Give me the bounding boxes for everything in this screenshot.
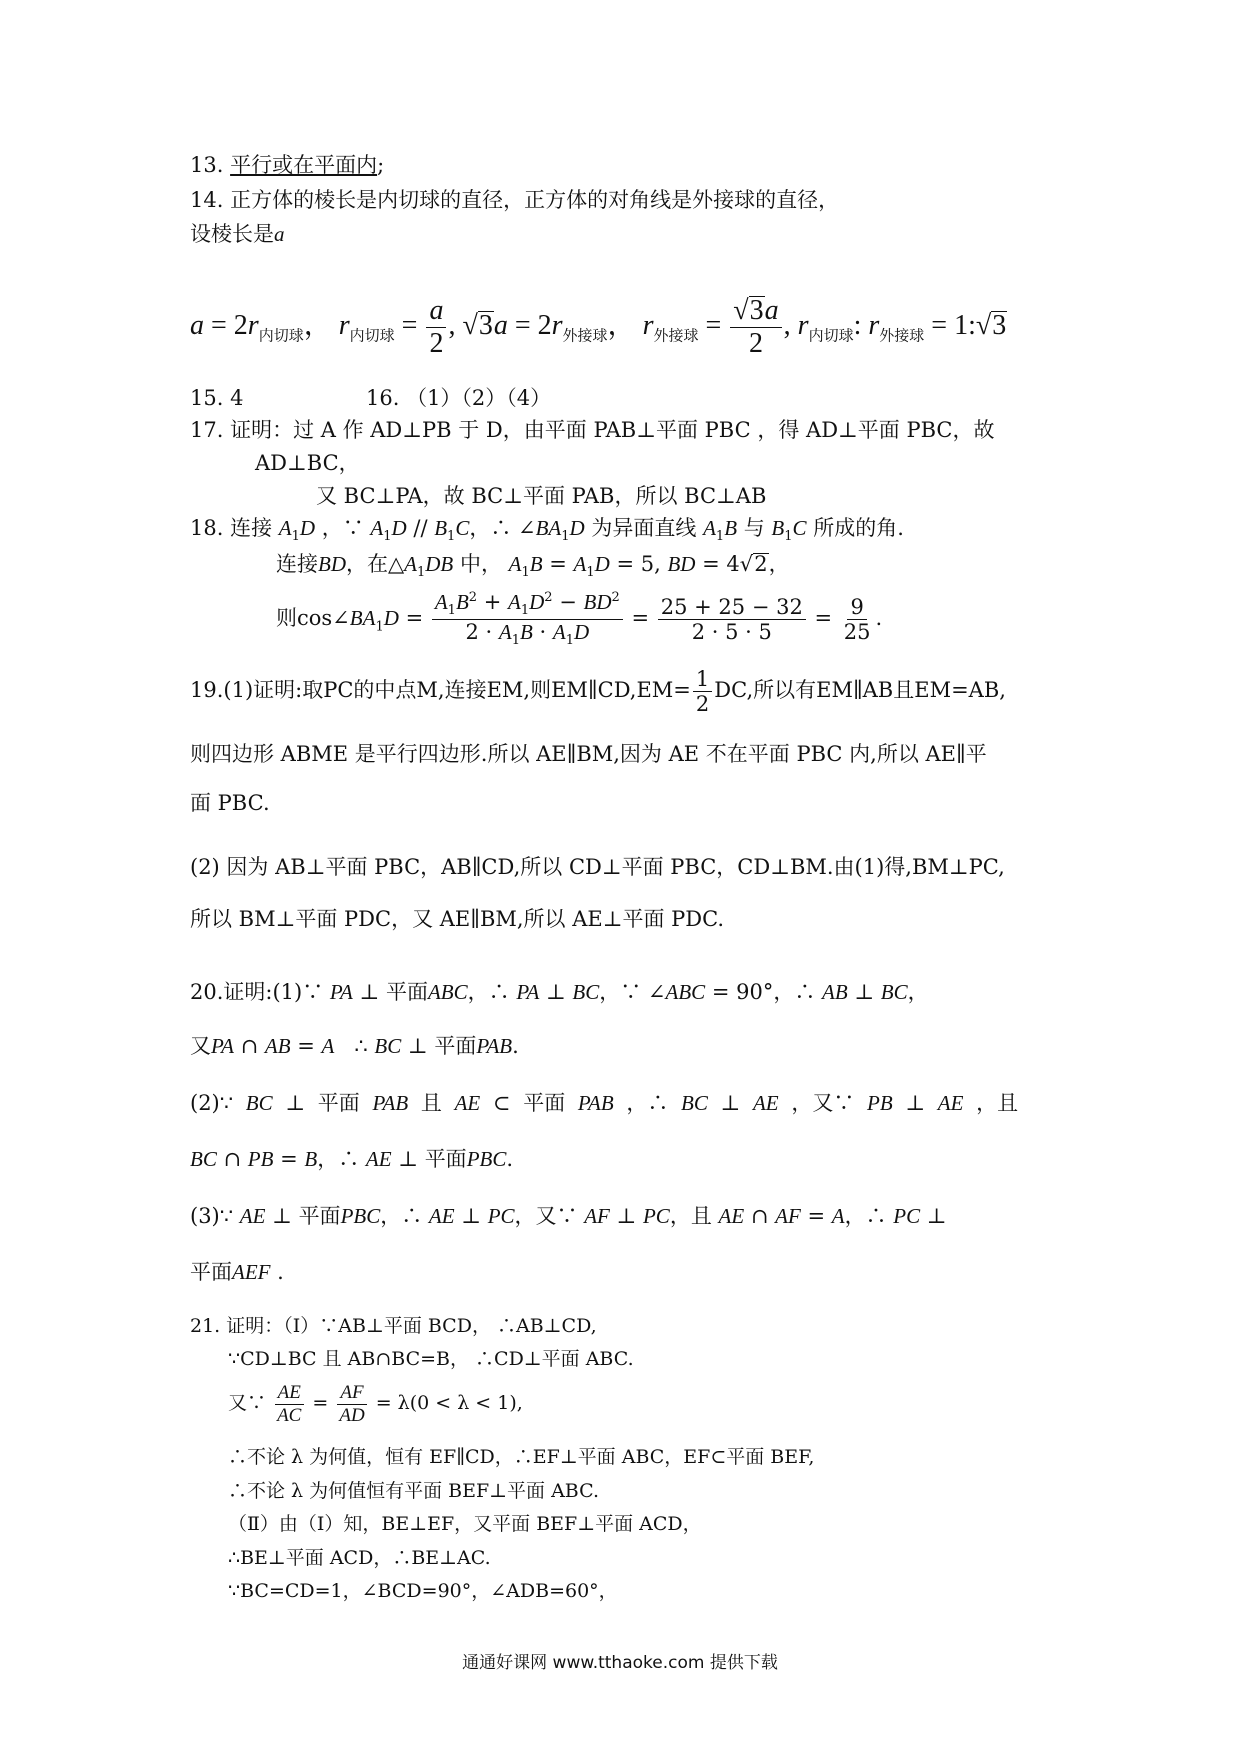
answer-20-line3: (2)∵ BC ⊥ 平面 PAB 且 AE ⊂ 平面 PAB ，∴ BC ⊥ AE ，又∵ PB ⊥ AE ，且 (190, 1091, 1019, 1115)
fraction-ae-ac: $\frac{AE}{AC}$ (274, 1382, 304, 1427)
answer-20-line4: BC ∩ PB = B，∴ AE ⊥ 平面PBC. (190, 1147, 514, 1171)
fraction-sqrt3a-over-2: $\frac{√3a}{2}$ (730, 295, 781, 360)
answer-19-line1: 19.(1)证明:取PC的中点M,连接EM,则EM∥CD,EM= $\frac{1}{2}$ DC,所以有EM∥AB且EM=AB, (190, 666, 1006, 716)
cos-numeric-fraction: $\frac{25 + 25 - 32}{2 \cdot 5 \cdot 5}$ (658, 595, 806, 644)
answer-21-line4: ∴不论 λ 为何值，恒有 EF∥CD，∴EF⊥平面 ABC，EF⊂平面 BEF, (228, 1446, 815, 1468)
answer-17-line1: 17. 证明：过 A 作 AD⊥PB 于 D，由平面 PAB⊥平面 PBC ，得 AD⊥平面 PBC，故 (190, 418, 995, 442)
answer-14-line1: 14. 正方体的棱长是内切球的直径，正方体的对角线是外接球的直径， (190, 188, 840, 212)
answer-19-line4: (2) 因为 AB⊥平面 PBC，AB∥CD,所以 CD⊥平面 PBC，CD⊥BM.由(1)得,BM⊥PC, (190, 855, 1005, 879)
answer-17-line3: 又 BC⊥PA，故 BC⊥平面 PAB，所以 BC⊥AB (316, 484, 767, 508)
answer-14-line2: 设棱长是a (190, 222, 285, 246)
fraction-af-ad: $\frac{AF}{AD}$ (339, 1381, 365, 1426)
answer-21-line8: ∵BC=CD=1，∠BCD=90°，∠ADB=60°， (228, 1580, 618, 1602)
answer-19-line3: 面 PBC. (190, 791, 270, 815)
answer-18-line2: 连接BD，在$\triangle A_1DB$ 中， $A_1B = A_1D = 5$, BD = 4√2， (276, 552, 790, 581)
answer-17-line2: AD⊥BC， (255, 451, 360, 475)
answer-21-line5: ∴不论 λ 为何值恒有平面 BEF⊥平面 ABC. (228, 1480, 600, 1502)
cos-formula-fraction: $\frac{A_1B^2 + A_1D^2 - BD^2}{2 \cdot A_1B \cdot A_1D}$ (432, 590, 623, 649)
answer-15: 15. 4 (190, 386, 244, 410)
answer-18-line1: 18. 连接 $A_1D$ ，∵ $A_1D // B_1C$，∴ $\angle BA_1D$ 为异面直线 $A_1B$ 与 $B_1C$ 所成的角. (190, 516, 904, 545)
answer-13-text: 平行或在平面内 (230, 153, 378, 177)
answer-19-line5: 所以 BM⊥平面 PDC，又 AE∥BM,所以 AE⊥平面 PDC. (190, 907, 725, 931)
answer-18-line3: 则$\cos\angle BA_1D$ = $\frac{A_1B^2 + A_1D^2 - BD^2}{2 \cdot A_1B \cdot A_1D}$ = $\frac{25 + 25 - 32}{2 \cdot 5 \cdot 5}$ = $\frac{9}{25}$ . (276, 590, 883, 649)
answer-16: 16. （1）（2）（4） (366, 386, 552, 410)
answer-20-line2: 又PA ∩ AB = A ∴ BC ⊥ 平面PAB. (190, 1034, 519, 1058)
answer-13: 13. 平行或在平面内; (190, 153, 385, 177)
answer-21-line7: ∴BE⊥平面 ACD，∴BE⊥AC. (228, 1547, 491, 1569)
answer-21-line2: ∵CD⊥BC 且 AB∩BC=B， ∴CD⊥平面 ABC. (228, 1348, 634, 1370)
answer-20-line5: (3)∵ AE ⊥ 平面PBC，∴ AE ⊥ PC，又∵ AF ⊥ PC，且 AE ∩ AF = A，∴ PC ⊥ (190, 1204, 947, 1228)
fraction-one-half: $\frac{1}{2}$ (693, 667, 712, 716)
answer-21-line6: （Ⅱ）由（Ⅰ）知，BE⊥EF，又平面 BEF⊥平面 ACD， (228, 1513, 702, 1535)
answer-21-line3: 又∵ $\frac{AE}{AC}$ = $\frac{AF}{AD}$ = λ(0 < λ < 1), (228, 1381, 523, 1426)
answer-20-line1: 20.证明:(1)∵ PA ⊥ 平面ABC，∴ PA ⊥ BC，∵ ∠ABC = 90°，∴ AB ⊥ BC， (190, 980, 929, 1004)
page-footer: 通通好课网 www.tthaoke.com 提供下载 (462, 1653, 778, 1673)
answer-20-line6: 平面AEF . (190, 1260, 284, 1284)
fraction-a-over-2: $\frac{a}{2}$ (426, 295, 446, 360)
answer-14-formula: $a = 2r_{内切球}$， $r_{内切球}$ = $\frac{a}{2}$ , $√3a = 2r_{外接球}$， $r_{外接球}$ = $\frac{√3a}{2}$ , $r_{内切球}$: $r_{外接球}$ = 1:√3 (190, 295, 1007, 360)
answer-21-line1: 21. 证明：（Ⅰ）∵AB⊥平面 BCD， ∴AB⊥CD, (190, 1315, 597, 1337)
cos-result-fraction: $\frac{9}{25}$ (843, 595, 871, 645)
answer-19-line2: 则四边形 ABME 是平行四边形.所以 AE∥BM,因为 AE 不在平面 PBC 内,所以 AE∥平 (190, 742, 987, 766)
